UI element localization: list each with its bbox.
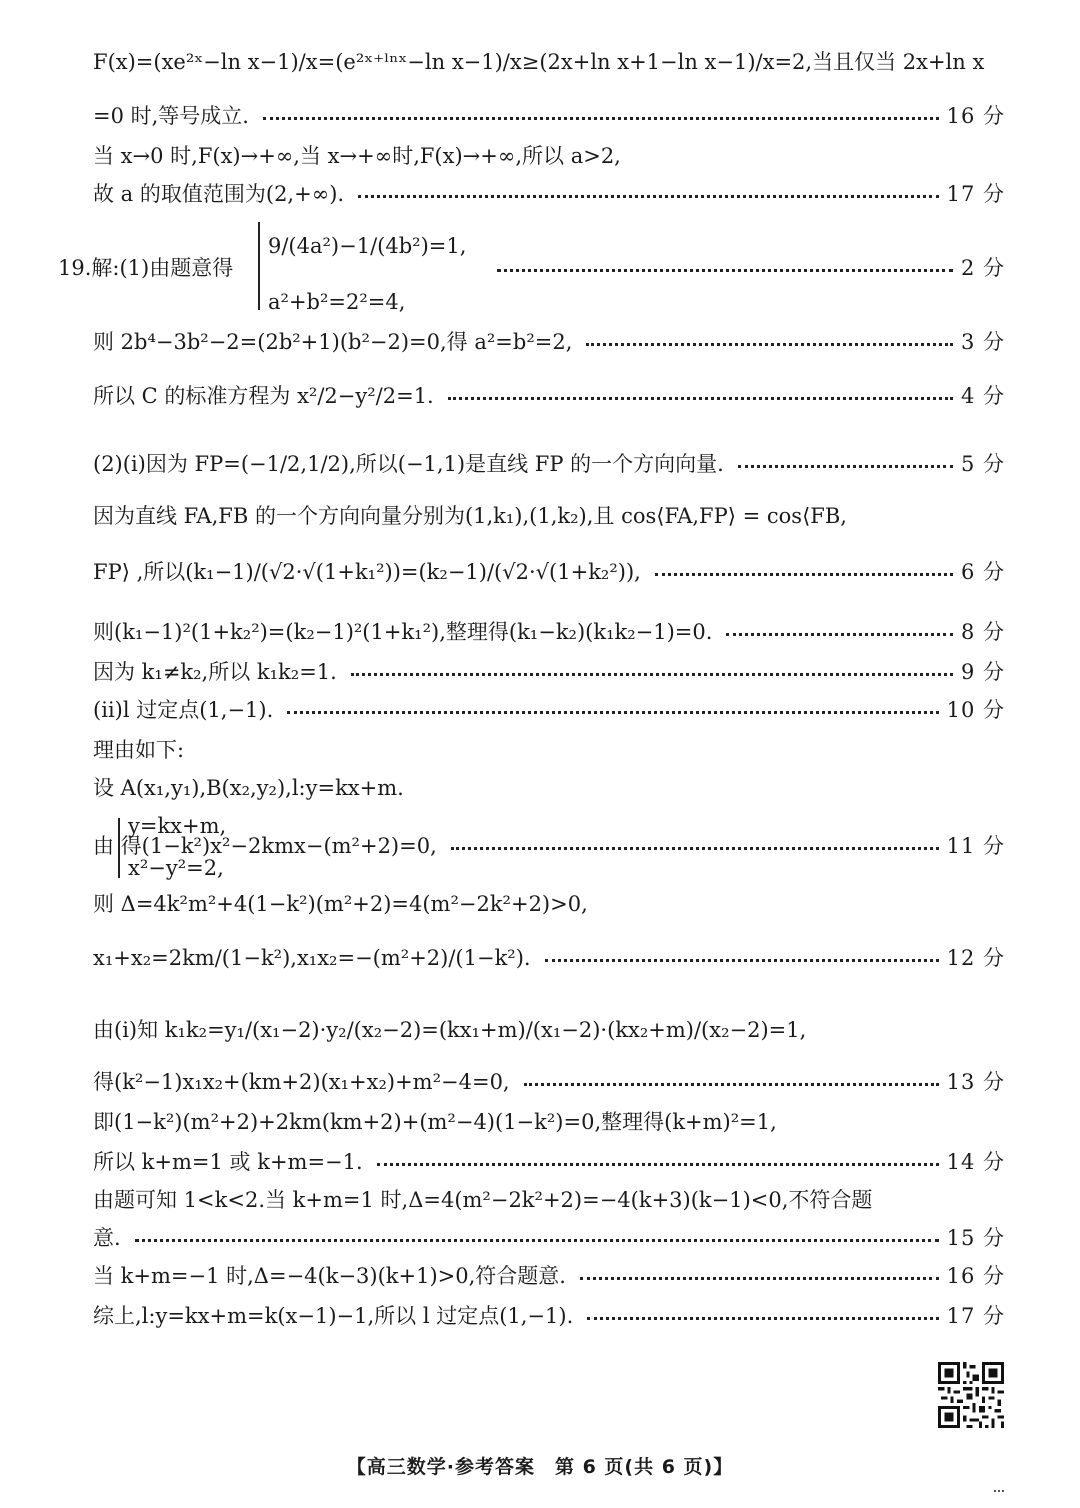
line-text: 由(ⅰ)知 k₁k₂=y₁/(x₁−2)·y₂/(x₂−2)=(kx₁+m)/(x₁−2)·(kx₂+m)/(x₂−2)=1, bbox=[93, 1018, 807, 1042]
line-text: 所以 C 的标准方程为 x²/2−y²/2=1. bbox=[93, 384, 434, 408]
score-label: 17 分 bbox=[946, 1304, 1005, 1328]
page-footer: 【高三数学·参考答案 第 6 页(共 6 页)】 bbox=[346, 1456, 734, 1478]
line-q19 bbox=[0, 258, 1080, 279]
line-text: 则(k₁−1)²(1+k₂²)=(k₂−1)²(1+k₁²),整理得(k₁−k₂)(k₁k₂−1)=0. bbox=[93, 620, 713, 644]
leader-dots bbox=[726, 633, 953, 636]
line-text: 因为直线 FA,FB 的一个方向向量分别为(1,k₁),(1,k₂),且 cos⟨FA,FP⟩ = cos⟨FB, bbox=[93, 504, 847, 528]
leader-dots bbox=[287, 711, 938, 714]
leader-dots bbox=[497, 269, 953, 272]
score-label: 9 分 bbox=[960, 660, 1005, 684]
score-label: 13 分 bbox=[946, 1070, 1005, 1094]
line-text: y=kx+m, bbox=[128, 814, 227, 838]
qr-code-icon bbox=[938, 1362, 1004, 1428]
line-text: 所以 k+m=1 或 k+m=−1. bbox=[93, 1150, 363, 1174]
line-text: 则 Δ=4k²m²+4(1−k²)(m²+2)=4(m²−2k²+2)>0, bbox=[93, 892, 588, 916]
line-text: 当 x→0 时,F(x)→+∞,当 x→+∞时,F(x)→+∞,所以 a>2, bbox=[93, 144, 621, 168]
line-7 bbox=[0, 386, 1080, 407]
line-text: (2)(ⅰ)因为 FP=(−1/2,1/2),所以(−1,1)是直线 FP 的一个方向向量. bbox=[93, 452, 724, 476]
line-text: 得(k²−1)x₁x₂+(km+2)(x₁+x₂)+m²−4=0, bbox=[93, 1070, 510, 1094]
line-17 bbox=[0, 894, 1080, 915]
score-label: 16 分 bbox=[946, 104, 1005, 128]
corner-mark bbox=[994, 1488, 1004, 1492]
score-label: 10 分 bbox=[946, 698, 1005, 722]
line-25 bbox=[0, 1266, 1080, 1287]
leader-dots bbox=[451, 847, 939, 850]
line-16 bbox=[0, 836, 1080, 857]
line-15 bbox=[0, 778, 1080, 799]
line-text: 即(1−k²)(m²+2)+2km(km+2)+(m²−4)(1−k²)=0,整理得(k+m)²=1, bbox=[93, 1110, 777, 1134]
line-2 bbox=[0, 106, 1080, 127]
leader-dots bbox=[263, 117, 939, 120]
leader-dots bbox=[524, 1083, 939, 1086]
leader-dots bbox=[351, 673, 953, 676]
leader-dots bbox=[135, 1239, 939, 1242]
line-text: (ⅱ)l 过定点(1,−1). bbox=[93, 698, 274, 722]
line-9 bbox=[0, 506, 1080, 527]
line-text: 理由如下: bbox=[93, 738, 185, 762]
line-text: 9/(4a²)−1/(4b²)=1, bbox=[268, 234, 467, 258]
line-13 bbox=[0, 700, 1080, 721]
score-label: 3 分 bbox=[960, 330, 1005, 354]
line-6 bbox=[0, 332, 1080, 353]
question-heading: 19.解:(1)由题意得 bbox=[58, 256, 234, 280]
line-12 bbox=[0, 662, 1080, 683]
score-label: 14 分 bbox=[946, 1150, 1005, 1174]
score-label: 17 分 bbox=[946, 182, 1005, 206]
line-18 bbox=[0, 948, 1080, 969]
line-text: F(x)=(xe²ˣ−ln x−1)/x=(e²ˣ⁺ˡⁿˣ−ln x−1)/x≥(2x+ln x+1−ln x−1)/x=2,当且仅当 2x+ln x bbox=[93, 50, 985, 74]
leader-dots bbox=[587, 1317, 938, 1320]
line-20 bbox=[0, 1072, 1080, 1093]
line-text: a²+b²=2²=4, bbox=[268, 290, 406, 314]
score-label: 12 分 bbox=[946, 946, 1005, 970]
line-text: 由 得(1−k²)x²−2kmx−(m²+2)=0, bbox=[93, 834, 437, 858]
leader-dots bbox=[586, 343, 953, 346]
score-label: 11 分 bbox=[946, 834, 1005, 858]
line-text: 设 A(x₁,y₁),B(x₂,y₂),l:y=kx+m. bbox=[93, 776, 404, 800]
line-24 bbox=[0, 1228, 1080, 1249]
score-label: 4 分 bbox=[960, 384, 1005, 408]
leader-dots bbox=[738, 465, 953, 468]
line-text: 故 a 的取值范围为(2,+∞). bbox=[93, 182, 345, 206]
line-3 bbox=[0, 146, 1080, 167]
line-text: 则 2b⁴−3b²−2=(2b²+1)(b²−2)=0,得 a²=b²=2, bbox=[93, 330, 573, 354]
line-text: 当 k+m=−1 时,Δ=−4(k−3)(k+1)>0,符合题意. bbox=[93, 1264, 566, 1288]
score-label: 6 分 bbox=[960, 560, 1005, 584]
system2-line-2 bbox=[128, 858, 224, 879]
score-label: 8 分 bbox=[960, 620, 1005, 644]
line-21 bbox=[0, 1112, 1080, 1133]
line-10 bbox=[0, 562, 1080, 583]
leader-dots bbox=[655, 573, 953, 576]
score-label: 2 分 bbox=[960, 256, 1005, 280]
line-text: 因为 k₁≠k₂,所以 k₁k₂=1. bbox=[93, 660, 337, 684]
line-14 bbox=[0, 740, 1080, 761]
score-label: 15 分 bbox=[946, 1226, 1005, 1250]
line-22 bbox=[0, 1152, 1080, 1173]
line-text: 综上,l:y=kx+m=k(x−1)−1,所以 l 过定点(1,−1). bbox=[93, 1304, 574, 1328]
leader-dots bbox=[580, 1277, 939, 1280]
line-text: x₁+x₂=2km/(1−k²),x₁x₂=−(m²+2)/(1−k²). bbox=[93, 946, 531, 970]
leader-dots bbox=[377, 1163, 939, 1166]
line-text: FP⟩ ,所以(k₁−1)/(√2·√(1+k₁²))=(k₂−1)/(√2·√(1+k₂²)), bbox=[93, 560, 641, 584]
line-text: 意. bbox=[93, 1226, 121, 1250]
leader-dots bbox=[448, 397, 953, 400]
leader-dots bbox=[358, 195, 939, 198]
line-1 bbox=[0, 52, 1080, 73]
leader-dots bbox=[545, 959, 939, 962]
line-23 bbox=[0, 1190, 1080, 1211]
line-19 bbox=[0, 1020, 1080, 1041]
score-label: 5 分 bbox=[960, 452, 1005, 476]
line-text: 由题可知 1<k<2.当 k+m=1 时,Δ=4(m²−2k²+2)=−4(k+3)(k−1)<0,不符合题 bbox=[93, 1188, 873, 1212]
line-26 bbox=[0, 1306, 1080, 1327]
line-11 bbox=[0, 622, 1080, 643]
line-8 bbox=[0, 454, 1080, 475]
system-line-1 bbox=[268, 236, 466, 257]
score-label: 16 分 bbox=[946, 1264, 1005, 1288]
line-text: =0 时,等号成立. bbox=[93, 104, 249, 128]
line-text: x²−y²=2, bbox=[128, 856, 224, 880]
line-4 bbox=[0, 184, 1080, 205]
system-line-2 bbox=[268, 292, 405, 313]
